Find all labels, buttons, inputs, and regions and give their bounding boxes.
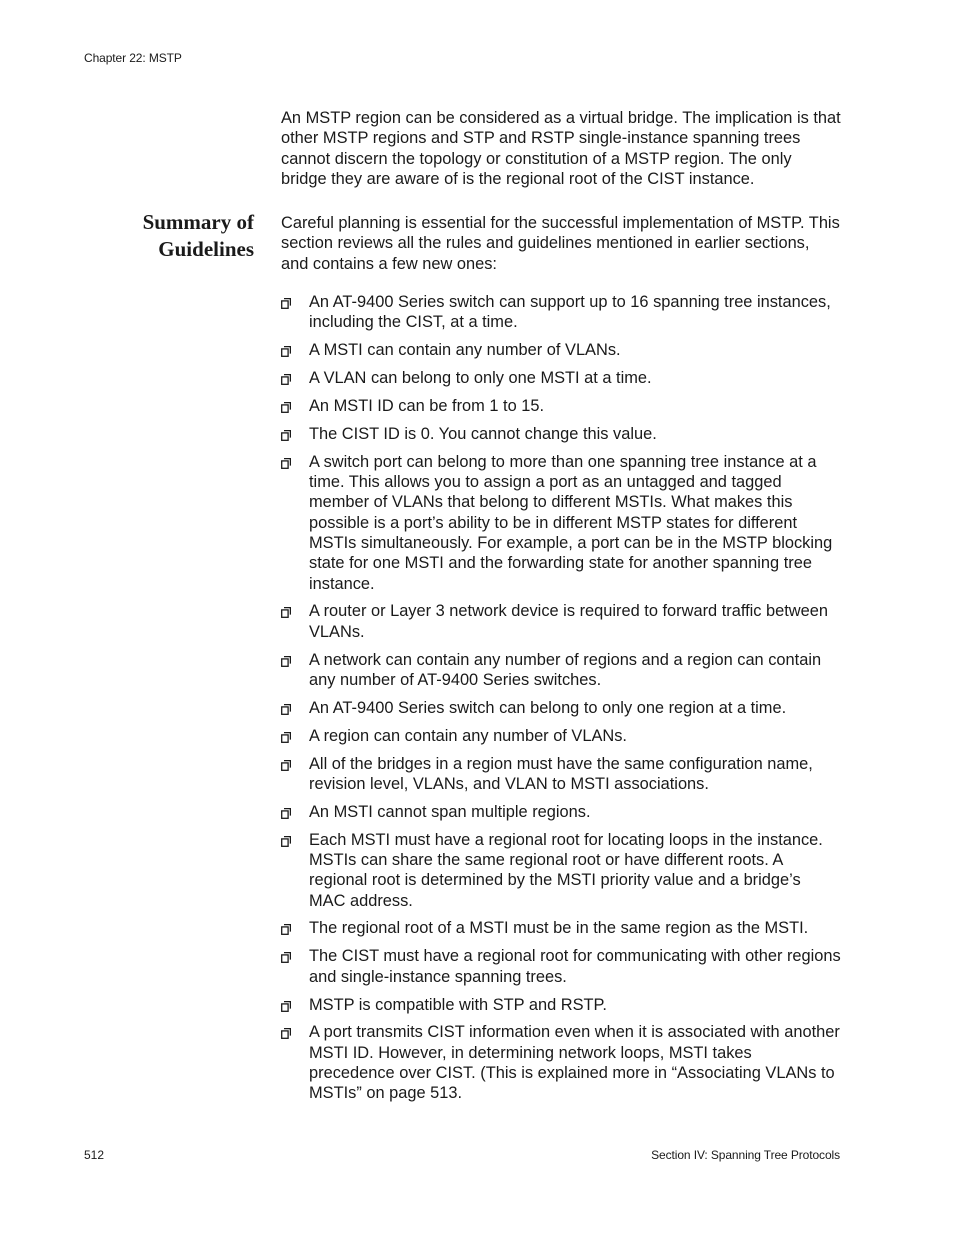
intro-paragraph: An MSTP region can be considered as a virtual bridge. The implication is that other MSTP regions and STP and RSTP single-instance spanning trees cannot discern the topology or constitution of a MSTP region. The only bridge they are aware of is the regional root of the CIST instance. [281,109,841,188]
list-item-text: A VLAN can belong to only one MSTI at a time. [309,369,652,388]
list-item-text: MSTP is compatible with STP and RSTP. [309,995,607,1014]
running-header-chapter: Chapter 22: MSTP [84,51,182,65]
list-item [281,995,841,1015]
checkbox-square-icon [281,607,291,618]
list-item [281,918,841,938]
checkbox-square-icon [281,298,291,309]
checkbox-square-icon [281,732,291,743]
checkbox-square-icon [281,924,291,935]
checkbox-square-icon [281,656,291,667]
checkbox-square-icon [281,346,291,357]
list-item-text: A port transmits CIST information even when it is associated with another MSTI ID. However, in determining network loops, MSTI takes precedence over CIST. (This is explained more in “Associating VLANs to MSTIs” on page 513. [309,1023,840,1103]
list-item [281,601,841,642]
list-item [281,424,841,444]
checkbox-square-icon [281,1028,291,1039]
checkbox-square-icon [281,808,291,819]
list-item-text: An MSTI cannot span multiple regions. [309,802,591,821]
guidelines-list [281,292,841,1111]
checkbox-square-icon [281,458,291,469]
list-item-text: A router or Layer 3 network device is required to forward traffic between VLANs. [309,602,828,641]
page-number: 512 [84,1148,105,1162]
list-item [281,698,841,718]
list-item [281,396,841,416]
list-item-text: A network can contain any number of regions and a region can contain any number of AT-9400 Series switches. [309,650,822,689]
section-heading-line-1: Summary of [142,210,254,234]
list-item [281,340,841,360]
list-item-text: An MSTI ID can be from 1 to 15. [309,396,545,415]
checkbox-square-icon [281,402,291,413]
list-item-text: An AT-9400 Series switch can support up to 16 spanning tree instances, including the CIST, at a time. [309,293,831,332]
checkbox-square-icon [281,760,291,771]
running-footer-section: Section IV: Spanning Tree Protocols [651,1148,840,1162]
checkbox-square-icon [281,836,291,847]
list-item-text: All of the bridges in a region must have the same configuration name, revision level, VLANs, and VLAN to MSTI associations. [309,754,813,793]
checkbox-square-icon [281,430,291,441]
list-item [281,452,841,594]
list-item [281,946,841,987]
list-item-text: The CIST must have a regional root for communicating with other regions and single-instance spanning trees. [309,947,841,986]
list-item-text: An AT-9400 Series switch can belong to only one region at a time. [309,698,787,717]
checkbox-square-icon [281,704,291,715]
section-intro-paragraph: Careful planning is essential for the successful implementation of MSTP. This section reviews all the rules and guidelines mentioned in earlier sections, and contains a few new ones: [281,214,840,273]
section-heading-line-2: Guidelines [158,237,254,261]
list-item [281,650,841,691]
list-item-text: The CIST ID is 0. You cannot change this value. [309,424,657,443]
checkbox-square-icon [281,952,291,963]
list-item-text: A region can contain any number of VLANs. [309,726,627,745]
list-item-text: A switch port can belong to more than one spanning tree instance at a time. This allows you to assign a port as an untagged and tagged member of VLANs that belong to different MSTIs. What makes this possible is a port’s ability to be in different MSTP states for different MSTIs simultaneously. For example, a port can be in the MSTP blocking state for one MSTI and the forwarding state for another spanning tree instance. [309,452,833,593]
checkbox-square-icon [281,374,291,385]
list-item [281,292,841,333]
list-item-text: A MSTI can contain any number of VLANs. [309,341,621,360]
list-item [281,368,841,388]
list-item [281,754,841,795]
section-heading [100,209,254,263]
list-item [281,802,841,822]
list-item [281,830,841,911]
list-item-text: Each MSTI must have a regional root for locating loops in the instance. MSTIs can share the same regional root or have different roots. A regional root is determined by the MSTI priority value and a bridge’s MAC address. [309,830,823,910]
checkbox-square-icon [281,1001,291,1012]
list-item-text: The regional root of a MSTI must be in the same region as the MSTI. [309,919,809,938]
list-item [281,1022,841,1103]
list-item [281,726,841,746]
